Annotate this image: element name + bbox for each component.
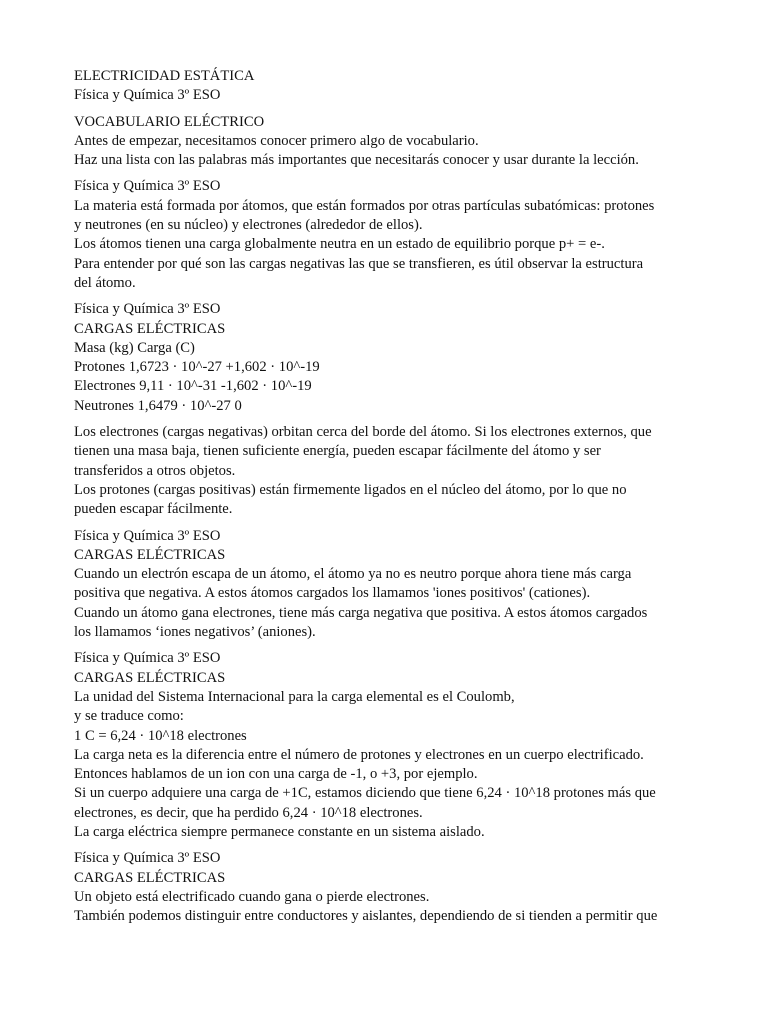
- text-line: y neutrones (en su núcleo) y electrones (alrededor de ellos).: [74, 217, 423, 234]
- text-line: Haz una lista con las palabras más importantes que necesitarás conocer y usar durante la lección.: [74, 152, 639, 169]
- text-line: y se traduce como:: [74, 708, 184, 725]
- text-line: La carga neta es la diferencia entre el número de protones y electrones en un cuerpo electrificado.: [74, 746, 644, 763]
- section-heading: CARGAS ELÉCTRICAS: [74, 546, 226, 563]
- text-line: También podemos distinguir entre conductores y aislantes, dependiendo de si tienden a permitir que: [74, 908, 658, 925]
- text-line: Cuando un electrón escapa de un átomo, el átomo ya no es neutro porque ahora tiene más carga: [74, 566, 632, 583]
- text-line: Cuando un átomo gana electrones, tiene más carga negativa que positiva. A estos átomos cargados: [74, 604, 648, 621]
- formula-line: 1 C = 6,24 · 10^18 electrones: [74, 727, 247, 744]
- table-row: Electrones 9,11 · 10^-31 -1,602 · 10^-19: [74, 378, 312, 395]
- table-row: Protones 1,6723 · 10^-27 +1,602 · 10^-19: [74, 359, 320, 376]
- text-line: Antes de empezar, necesitamos conocer primero algo de vocabulario.: [74, 132, 479, 149]
- text-line: Para entender por qué son las cargas negativas las que se transfieren, es útil observar la estructura: [74, 255, 644, 272]
- course-subtitle: Física y Química 3º ESO: [74, 850, 221, 867]
- charges-table-section: [74, 300, 694, 416]
- text-line: electrones, es decir, que ha perdido 6,24 · 10^18 electrones.: [74, 804, 423, 821]
- vocabulary-section: [74, 113, 694, 171]
- text-line: La materia está formada por átomos, que están formados por otras partículas subatómicas: protones: [74, 197, 655, 214]
- text-line: Entonces hablamos de un ion con una carga de -1, o +3, por ejemplo.: [74, 766, 478, 783]
- section-heading: CARGAS ELÉCTRICAS: [74, 320, 226, 337]
- text-line: La carga eléctrica siempre permanece constante en un sistema aislado.: [74, 823, 485, 840]
- text-line: positiva que negativa. A estos átomos cargados los llamamos 'iones positivos' (cationes).: [74, 585, 591, 602]
- text-line: Un objeto está electrificado cuando gana o pierde electrones.: [74, 888, 430, 905]
- text-line: pueden escapar fácilmente.: [74, 501, 233, 518]
- electrons-protons-section: [74, 423, 694, 519]
- course-subtitle: Física y Química 3º ESO: [74, 650, 221, 667]
- text-line: del átomo.: [74, 274, 136, 291]
- electrified-section: [74, 849, 694, 926]
- section-heading: CARGAS ELÉCTRICAS: [74, 869, 226, 886]
- document-title: ELECTRICIDAD ESTÁTICA: [74, 68, 255, 84]
- text-line: tienen una masa baja, tienen suficiente energía, pueden escapar fácilmente del átomo y ser: [74, 443, 601, 460]
- document-page: [74, 67, 694, 933]
- table-row: Neutrones 1,6479 · 10^-27 0: [74, 397, 242, 414]
- text-line: los llamamos ‘iones negativos’ (aniones).: [74, 624, 316, 641]
- matter-section: [74, 177, 694, 293]
- text-line: transferidos a otros objetos.: [74, 462, 236, 479]
- text-line: Los electrones (cargas negativas) orbitan cerca del borde del átomo. Si los electrones externos, que: [74, 424, 652, 441]
- text-line: Si un cuerpo adquiere una carga de +1C, estamos diciendo que tiene 6,24 · 10^18 protones más que: [74, 785, 656, 802]
- text-line: Los átomos tienen una carga globalmente neutra en un estado de equilibrio porque p+ = e-.: [74, 236, 605, 253]
- table-header-row: Masa (kg) Carga (C): [74, 339, 195, 356]
- course-subtitle: Física y Química 3º ESO: [74, 178, 221, 195]
- coulomb-section: [74, 649, 694, 842]
- section-heading: VOCABULARIO ELÉCTRICO: [74, 113, 265, 130]
- ions-section: [74, 527, 694, 643]
- title-block: [74, 67, 694, 106]
- section-heading: CARGAS ELÉCTRICAS: [74, 669, 226, 686]
- course-subtitle: Física y Química 3º ESO: [74, 301, 221, 318]
- text-line: Los protones (cargas positivas) están firmemente ligados en el núcleo del átomo, por lo que no: [74, 481, 627, 498]
- course-subtitle: Física y Química 3º ESO: [74, 87, 221, 104]
- course-subtitle: Física y Química 3º ESO: [74, 527, 221, 544]
- text-line: La unidad del Sistema Internacional para la carga elemental es el Coulomb,: [74, 688, 515, 705]
